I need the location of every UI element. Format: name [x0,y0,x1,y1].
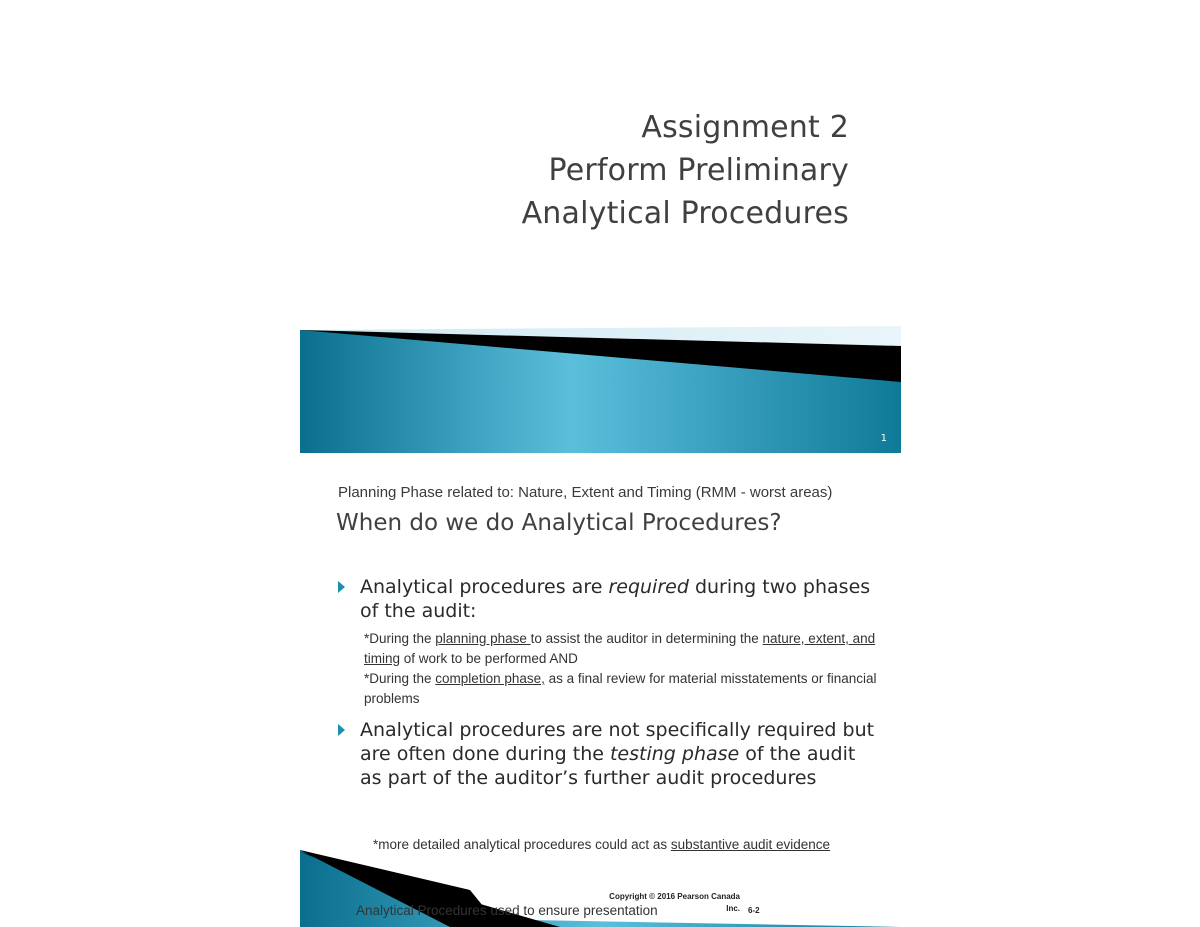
bullet-text-part: during two phases of the audit: [360,576,871,622]
bullet-text-part: Analytical procedures are not specifically required but are often done during the [360,719,875,765]
footnote-underlined: substantive audit evidence [670,837,831,852]
slide-pretitle: Planning Phase related to: Nature, Extent and Timing (RMM - worst areas) [338,484,833,501]
copyright-notice: Copyright © 2016 Pearson Canada Inc. [609,892,740,913]
footer-caption: Analytical Procedures used to ensure presentation [356,903,658,918]
sub-text: of work to be performed AND [400,651,578,666]
title-line-3: Analytical Procedures [521,196,849,231]
title-line-2: Perform Preliminary [548,153,849,188]
slide-heading: When do we do Analytical Procedures? [336,510,782,536]
sub-underlined: completion phase, [435,671,545,686]
bullet-text [360,575,880,623]
sub-text: *During the [364,631,436,646]
content-slide [300,453,901,927]
bullet-arrow-icon [338,724,345,736]
bullet-testing-phase [338,718,880,790]
bullet-required-phases [338,575,880,623]
sub-point-completion [364,669,884,709]
sub-text: as a final review for material misstatements or financial problems [364,671,877,706]
bullet-arrow-icon [338,581,345,593]
slide-title [522,106,849,235]
page-code: 6-2 [748,906,760,915]
sub-text: *During the [364,671,436,686]
bullet-emphasis: required [608,576,689,598]
bullet-text [360,718,880,790]
bullet-text-part: of the audit as part of the auditor’s further audit procedures [360,743,856,789]
title-slide [300,0,901,453]
sub-underlined: nature, extent, and timing [364,631,876,666]
sub-underlined: planning phase [435,631,531,646]
sub-text: to assist the auditor in determining the [530,631,763,646]
bullet-emphasis: testing phase [609,743,740,765]
slide-number: 1 [880,433,887,444]
sub-points [364,629,884,709]
decorative-banner [300,326,901,453]
title-line-1: Assignment 2 [641,110,849,145]
bullet-text-part: Analytical procedures are [360,576,609,598]
sub-point-planning [364,629,884,669]
footnote-text: *more detailed analytical procedures could act as [373,837,671,852]
